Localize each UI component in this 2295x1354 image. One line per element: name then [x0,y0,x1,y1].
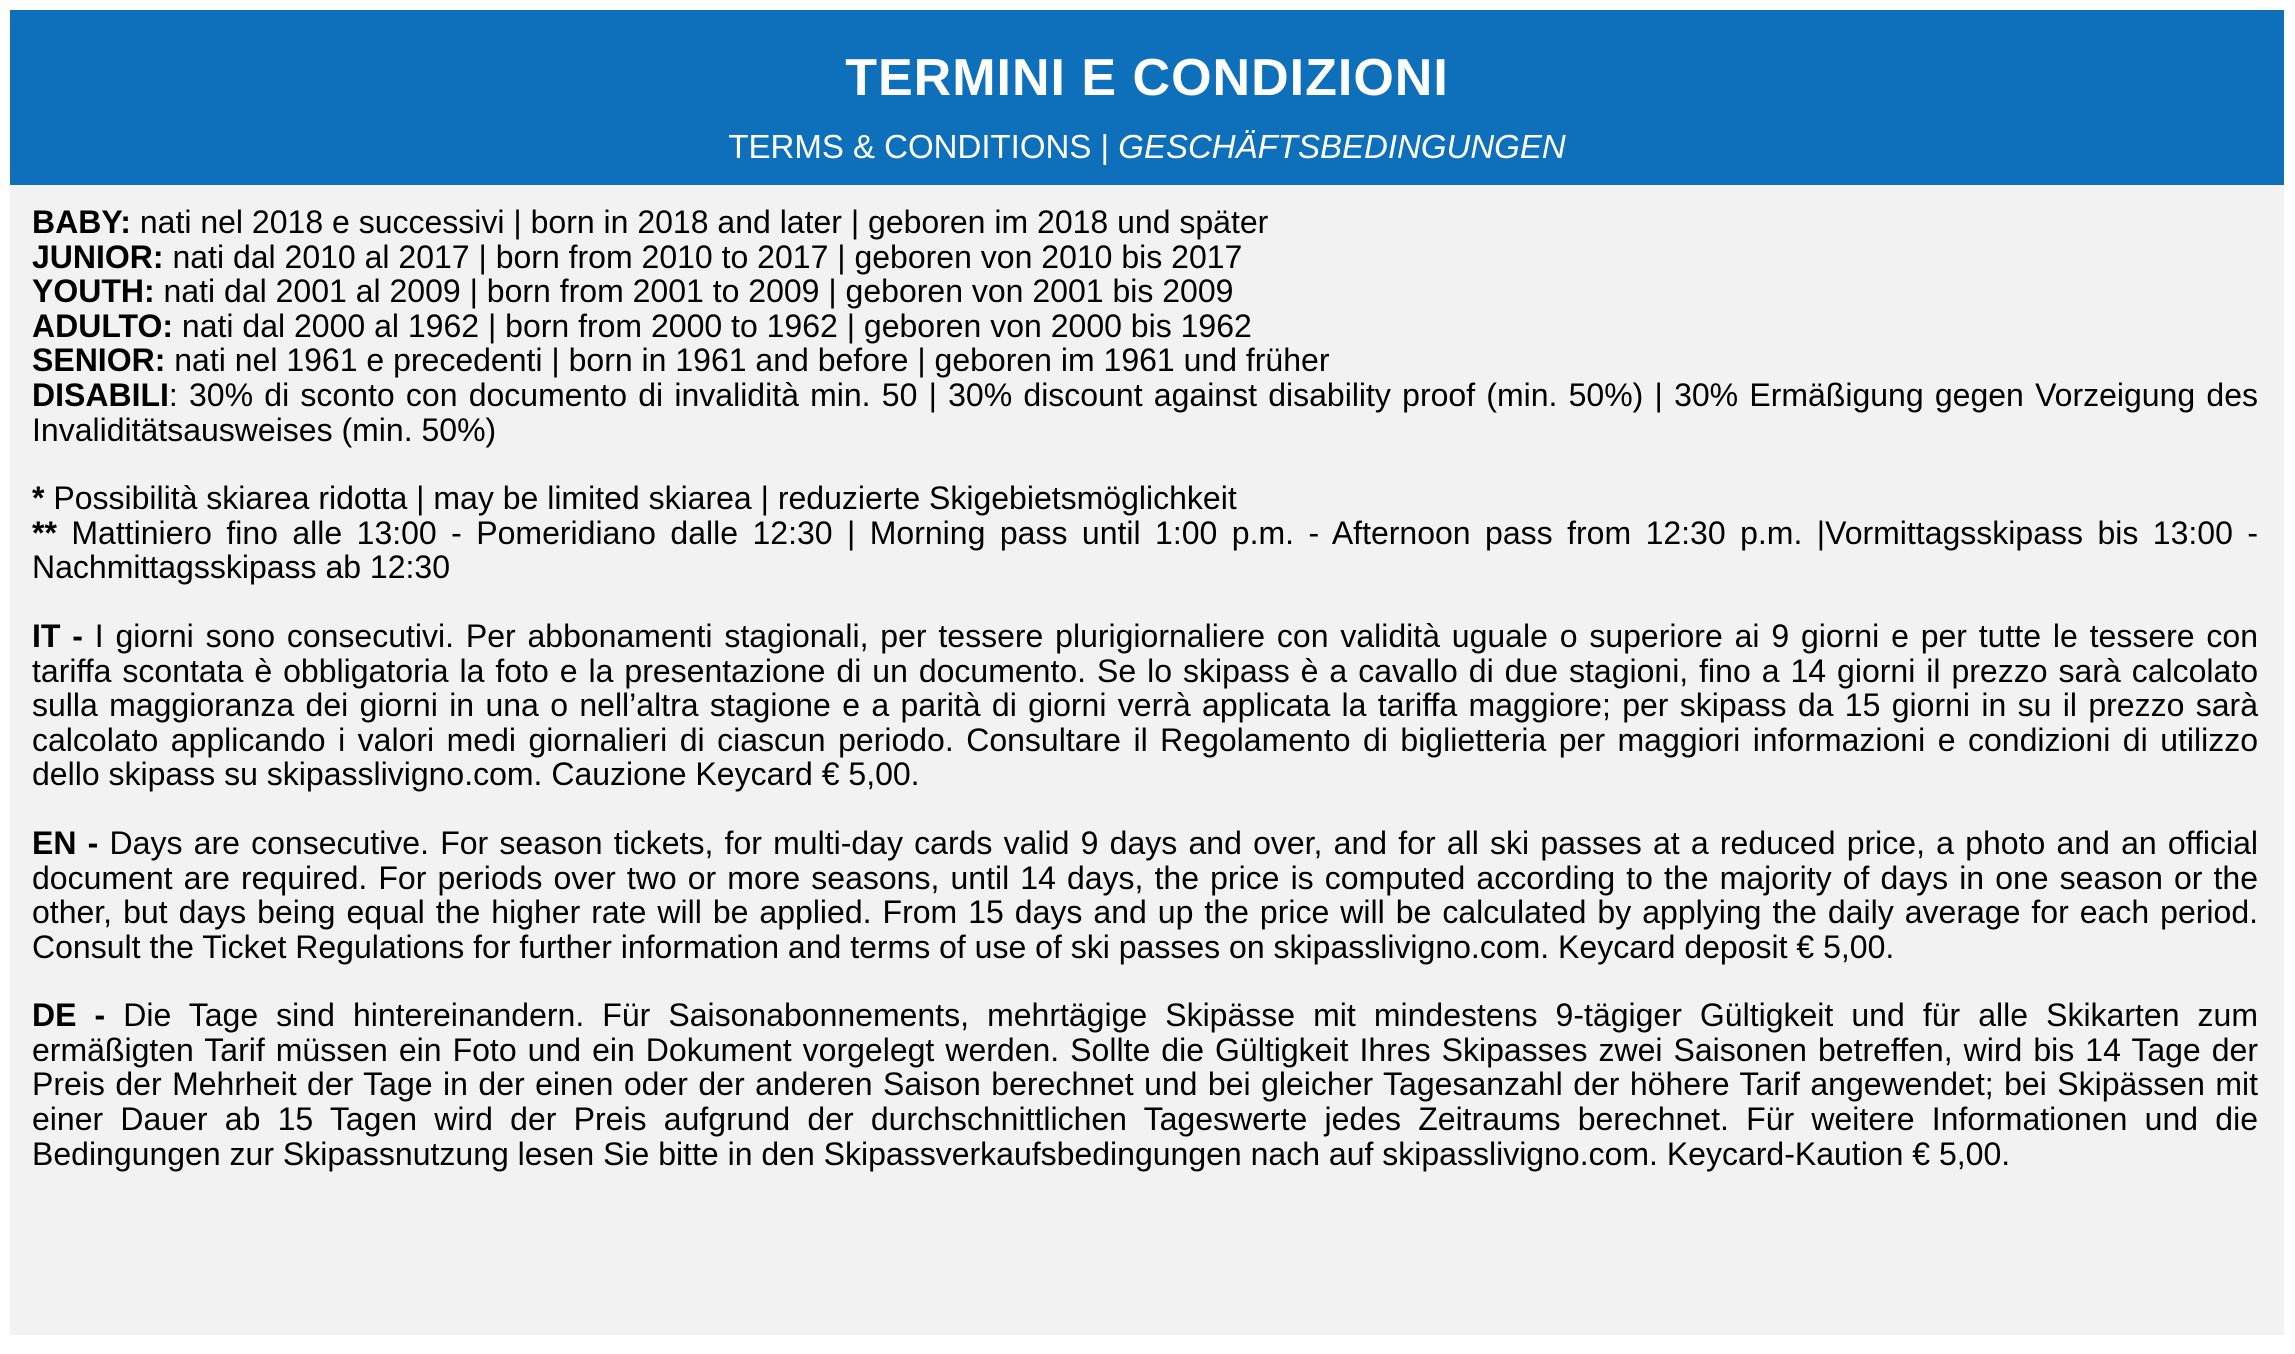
page-subtitle [10,127,2284,167]
section-text: Days are consecutive. For season tickets, for multi-day cards valid 9 days and over, and for all ski passes at a reduced price, a photo and an official document are required. For periods over two or more seasons, until 14 days, the price is computed according to the majority of days in one season or the other, but days being equal the higher rate will be applied. From 15 days and up the price will be calculated by applying the daily average for each period. Consult the Ticket Regulations for further information and terms of use of ski passes on skipasslivigno.com. Keycard deposit € 5,00. [32,824,2259,965]
subtitle-de: GESCHÄFTSBEDINGUNGEN [1118,128,1566,165]
category-text: nati dal 2000 al 1962 | born from 2000 to 1962 | geboren von 2000 bis 1962 [173,307,1252,344]
category-text: nati dal 2010 al 2017 | born from 2010 to 2017 | geboren von 2010 bis 2017 [163,238,1243,275]
category-adulto [32,309,2258,344]
note-text: Possibilità skiarea ridotta | may be limited skiarea | reduzierte Skigebietsmöglichkeit [44,480,1237,517]
category-list [32,205,2258,447]
category-label: BABY: [32,204,131,240]
category-junior [32,240,2258,275]
section-text: Die Tage sind hintereinandern. Für Saisonabonnements, mehrtägige Skipässe mit mindestens 9-tägiger Gültigkeit und für alle Skikarten zum ermäßigten Tarif müssen ein Foto und ein Dokument vorgelegt werden. Sollte die Gültigkeit Ihres Skipasses zwei Saisonen betreffen, wird bis 14 Tage der Preis der Mehrheit der Tage in der einen oder der anderen Saison berechnet und bei gleicher Tagesanzahl der höhere Tarif angewendet; bei Skipässen mit einer Dauer ab 15 Tagen wird der Preis aufgrund der durchschnittlichen Tageswerte jedes Zeitraums berechnet. Für weitere Informationen und die Bedingungen zur Skipassnutzung lesen Sie bitte in den Skipassverkaufsbedingungen nach auf skipasslivigno.com. Keycard-Kaution € 5,00. [32,997,2259,1172]
note-text: Mattiniero fino alle 13:00 - Pomeridiano dalle 12:30 | Morning pass until 1:00 p.m. - Afternoon pass from 12:30 p.m. |Vormittagsskipass bis 13:00 - Nachmittagsskipass ab 12:30 [32,514,2258,586]
section-lang-label: IT - [32,617,83,654]
section-text: I giorni sono consecutivi. Per abbonamenti stagionali, per tessere plurigiornaliere con validità uguale o superiore ai 9 giorni e per tutte le tessere con tariffa scontata è obbligatoria la foto e la presentazione di un documento. Se lo skipass è a cavallo di due stagioni, fino a 14 giorni il prezzo sarà calcolato sulla maggioranza dei giorni in una o nell’altra stagione e a parità di giorni verrà applicata la tariffa maggiore; per skipass da 15 giorni in su il prezzo sarà calcolato applicando i valori medi giornalieri di ciascun periodo. Consultare il Regolamento di biglietteria per maggiori informazioni e condizioni di utilizzo dello skipass su skipasslivigno.com. Cauzione Keycard € 5,00. [32,617,2259,793]
category-label: ADULTO: [32,307,174,344]
subtitle-separator: | [1091,128,1119,165]
terms-content [32,205,2258,1171]
category-label: JUNIOR: [32,238,164,275]
section-lang-label: DE - [32,997,106,1034]
note-half-day-pass [32,516,2258,585]
subtitle-en: TERMS & CONDITIONS [728,128,1092,165]
page-title: TERMINI E CONDIZIONI [845,49,1449,107]
spacer [32,585,2258,619]
spacer [32,964,2258,998]
section-it [32,619,2258,792]
notes-list [32,481,2258,585]
section-lang-label: EN - [32,824,99,861]
note-mark: * [32,480,45,517]
header-banner [10,10,2284,185]
section-en [32,826,2258,964]
category-label: YOUTH: [32,273,155,310]
category-text: nati nel 2018 e successivi | born in 2018 and later | geboren im 2018 und später [130,204,1269,240]
category-youth [32,274,2258,309]
note-mark: ** [32,514,57,551]
category-baby [32,205,2258,240]
section-de [32,998,2258,1171]
category-senior [32,343,2258,378]
category-disabili [32,378,2258,447]
category-text: nati nel 1961 e precedenti | born in 1961 and before | geboren im 1961 und früher [165,342,1330,379]
spacer [32,447,2258,481]
note-limited-skiarea [32,481,2258,516]
category-text: nati dal 2001 al 2009 | born from 2001 to 2009 | geboren von 2001 bis 2009 [154,273,1234,310]
category-label: SENIOR: [32,342,166,379]
category-label: DISABILI [32,376,169,413]
category-text: : 30% di sconto con documento di invalidità min. 50 | 30% discount against disability proof (min. 50%) | 30% Ermäßigung gegen Vorzeigung des Invaliditätsausweises (min. 50%) [32,376,2258,448]
spacer [32,792,2258,826]
